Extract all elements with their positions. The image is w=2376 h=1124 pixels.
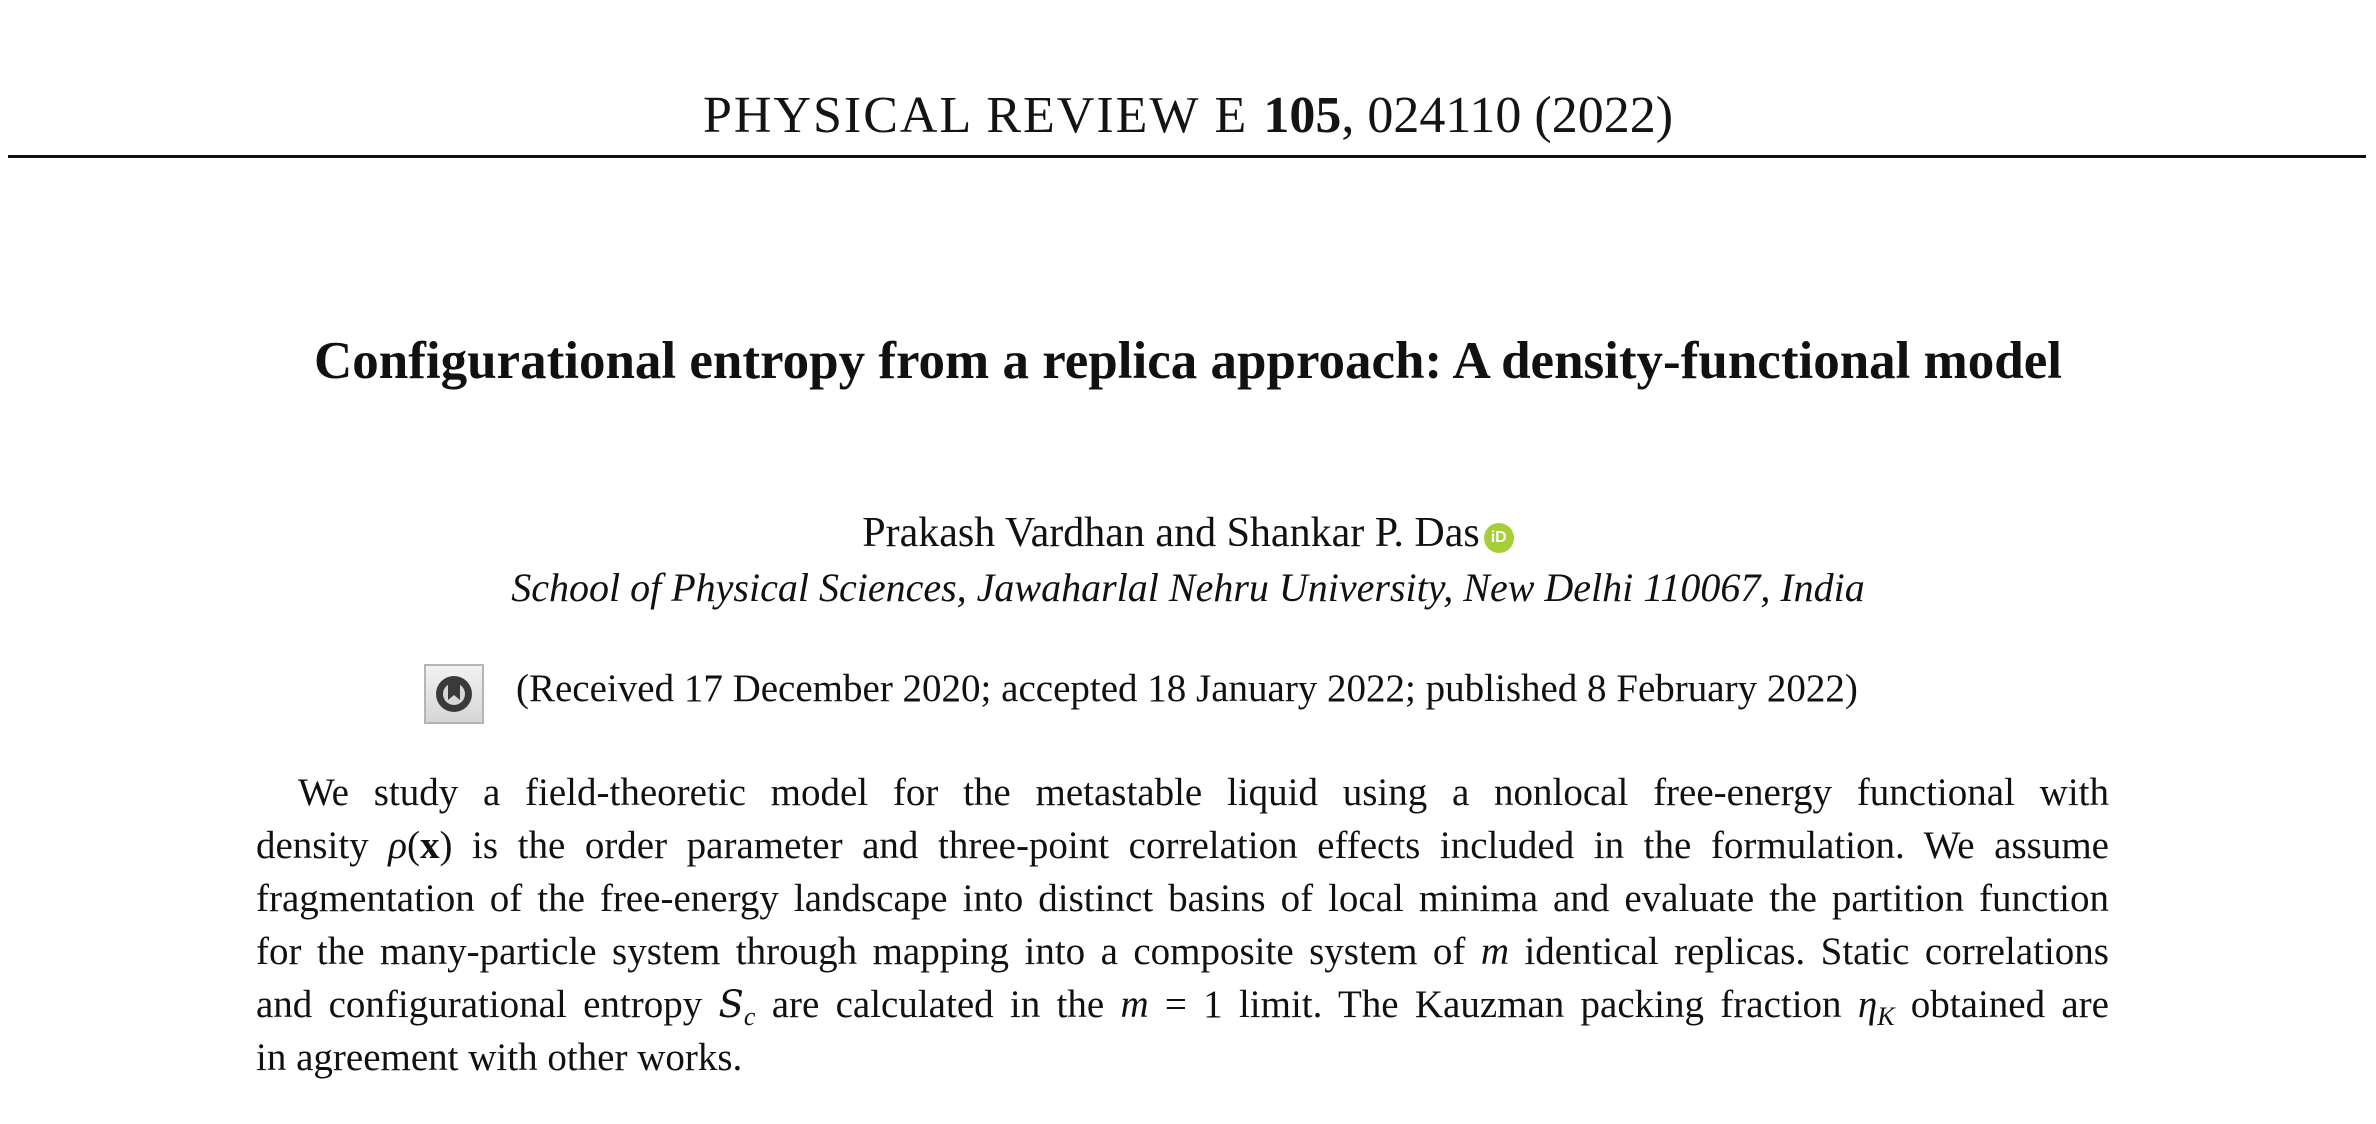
subscript-k: K: [1877, 1002, 1895, 1031]
header-rule: [8, 155, 2366, 158]
text-run: (: [406, 824, 420, 867]
orcid-icon[interactable]: iD: [1484, 523, 1514, 553]
text-run: and configurational entropy: [256, 983, 719, 1026]
abstract-line: in agreement with other works.: [256, 1036, 743, 1079]
publication-dates: (Received 17 December 2020; accepted 18 January 2022; published 8 February 2022): [516, 667, 1858, 710]
m-symbol: m: [1480, 930, 1509, 973]
config-entropy-symbol: S: [718, 983, 744, 1026]
authors: Prakash Vardhan and Shankar P. Das: [862, 510, 1480, 556]
text-run: is the order parameter and three-point correlation effects included in the formulation. We assume: [452, 824, 2109, 867]
text-run: are calculated in the: [755, 983, 1121, 1026]
journal-name: PHYSICAL REVIEW E: [702, 87, 1249, 144]
crossmark-glyph: [426, 666, 482, 722]
eta-symbol: η: [1857, 983, 1878, 1026]
journal-volume: 105: [1263, 87, 1342, 144]
text-run: = 1 limit. The Kauzman packing fraction: [1148, 983, 1858, 1026]
text-run: ): [439, 824, 453, 867]
text-run: obtained are: [1894, 983, 2109, 1026]
text-run: for the many-particle system through mapping into a composite system of: [256, 930, 1481, 973]
affiliation: School of Physical Sciences, Jawaharlal Nehru University, New Delhi 110067, India: [511, 565, 1865, 610]
abstract: [256, 766, 2109, 1084]
subscript-c: c: [743, 1002, 756, 1031]
crossmark-update-icon[interactable]: [424, 664, 484, 724]
abstract-line: [256, 978, 2109, 1031]
abstract-line: [256, 819, 2109, 872]
m-symbol: m: [1120, 983, 1149, 1026]
article-number-year: , 024110 (2022): [1341, 87, 1674, 144]
journal-header: [0, 86, 2376, 146]
text-run: identical replicas. Static correlations: [1509, 930, 2109, 973]
abstract-line: We study a field-theoretic model for the metastable liquid using a nonlocal free-energy functional with: [298, 771, 2109, 814]
author-line: [0, 508, 2376, 558]
x-vector-symbol: x: [419, 824, 440, 867]
abstract-line: [256, 925, 2109, 978]
rho-symbol: ρ: [388, 824, 407, 867]
paper-title: Configurational entropy from a replica approach: A density-functional model: [313, 332, 2063, 390]
text-run: density: [256, 824, 389, 867]
abstract-line: fragmentation of the free-energy landscape into distinct basins of local minima and evaluate the partition function: [256, 877, 2109, 920]
